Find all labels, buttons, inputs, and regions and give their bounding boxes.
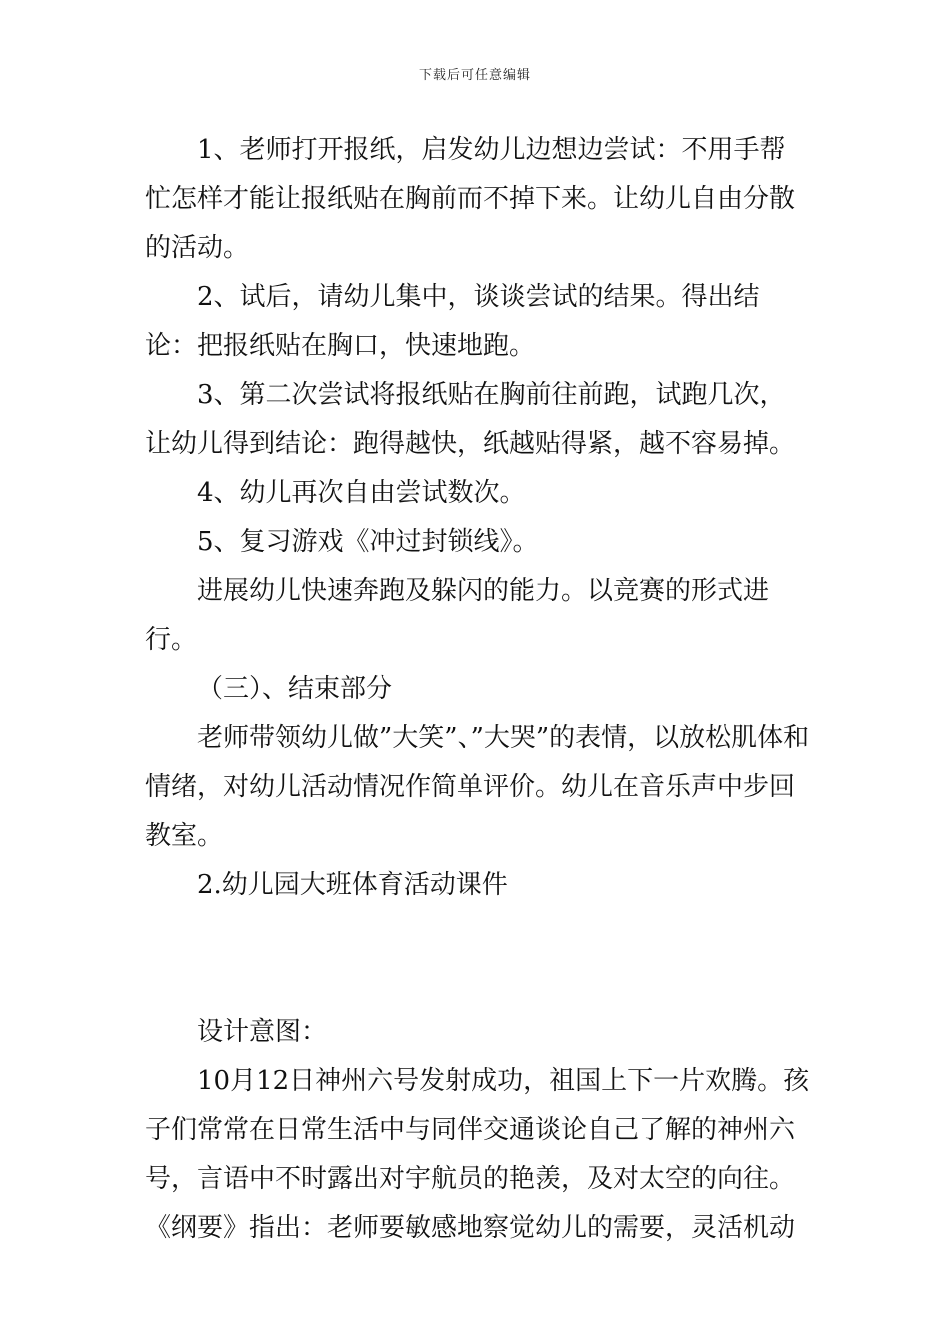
paragraph-game-note: 进展幼儿快速奔跑及躲闪的能力。以竞赛的形式进行。: [145, 576, 770, 655]
section-heading-design-intent: 设计意图：: [197, 1017, 328, 1047]
paragraph-step-1: 1、老师打开报纸，启发幼儿边想边尝试：不用手帮忙怎样才能让报纸贴在胸前而不掉下来。让幼儿自由分散的活动。: [145, 135, 796, 263]
document-body: [145, 126, 810, 1253]
paragraph-step-5: 5、复习游戏《冲过封锁线》。: [197, 527, 539, 557]
paragraph-step-2: 2、试后，请幼儿集中，谈谈尝试的结果。得出结论：把报纸贴在胸口，快速地跑。: [145, 282, 760, 361]
paragraph-step-3: 3、第二次尝试将报纸贴在胸前往前跑，试跑几次，让幼儿得到结论：跑得越快，纸越贴得紧，越不容易掉。: [145, 380, 796, 459]
blank-gap: [145, 910, 810, 1008]
section-title-courseware: 2.幼儿园大班体育活动课件: [197, 870, 508, 900]
paragraph-step-4: 4、幼儿再次自由尝试数次。: [197, 478, 526, 508]
paragraph-design-intent: 10月12日神州六号发射成功，祖国上下一片欢腾。孩子们常常在日常生活中与同伴交通谈论自己了解的神州六号，言语中不时露出对宇航员的艳羡，及对太空的向往。《纲要》指出：老师要敏感地察觉幼儿的需要，灵活机动: [145, 1066, 810, 1243]
section-heading-ending: （三）、结束部分: [197, 674, 393, 704]
paragraph-ending: 老师带领幼儿做”大笑”、”大哭”的表情，以放松肌体和情绪，对幼儿活动情况作简单评价。幼儿在音乐声中步回教室。: [145, 723, 810, 851]
page-header: 下载后可任意编辑: [418, 68, 531, 83]
